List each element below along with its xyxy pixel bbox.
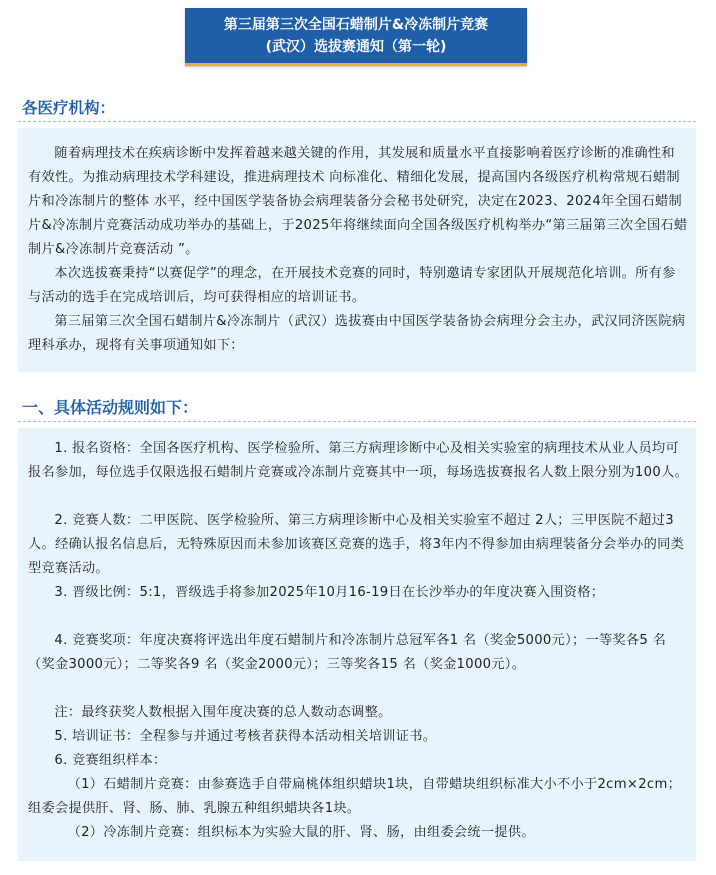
rule-subitem: （2）冷冻制片竞赛：组织标本为实验大鼠的肝、肾、肠，由组委会统一提供。 [67,825,535,840]
intro-paragraph-1: 随着病理技术在疾病诊断中发挥着越来越关键的作用，其发展和质量水平直接影响着医疗诊断的准确性和有效性。为推动病理技术学科建设，推进病理技术 向标准化、精细化发展，提高国内各级医疗机构常规石蜡制片和冷冻制片的整体 水平，经中国医学装备协会病理装备分会秘书处研究，决定在2023、2024年全国石蜡制片&冷冻制片竞赛活动成功举办的基础上，于2025年将继续面向全国各级医疗机构举办“第三届第三次全国石蜡制片&冷冻制片竞赛活动 ”。 [28,146,688,257]
rule-item: 2. 竞赛人数：二甲医院、医学检验所、第三方病理诊断中心及相关实验室不超过 2人；三甲医院不超过3人。经确认报名信息后，无特殊原因而未参加该赛区竞赛的选手，将3年内不得参加由病理装备分会举办的同类型竞赛活动。 [28,513,685,576]
intro-paragraph-3: 第三届第三次全国石蜡制片&冷冻制片（武汉）选拔赛由中国医学装备协会病理分会主办，武汉同济医院病理科承办，现将有关事项通知如下： [28,314,686,353]
rule-item: 6. 竞赛组织样本： [54,753,167,768]
greeting-heading: 各医疗机构： [22,99,116,117]
rule-note: 注：最终获奖人数根据入围年度决赛的总人数动态调整。 [54,705,392,720]
rule-item: 1. 报名资格：全国各医疗机构、医学检验所、第三方病理诊断中心及相关实验室的病理技术从业人员均可报名参加，每位选手仅限选报石蜡制片竞赛或冷冻制片竞赛其中一项，每场选拔赛报名人数上限分别为100人。 [28,441,688,480]
divider [18,121,696,122]
rule-item: 5. 培训证书：全程参与并通过考核者获得本活动相关培训证书。 [54,729,437,744]
title-line-1: 第三届第三次全国石蜡制片&冷冻制片竞赛 [223,17,489,33]
intro-paragraph-2: 本次选拔赛秉持“以赛促学”的理念，在开展技术竞赛的同时，特别邀请专家团队开展规范化培训。所有参与活动的选手在完成培训后，均可获得相应的培训证书。 [28,266,676,305]
title-line-2: (武汉）选拔赛通知（第一轮) [265,39,447,55]
divider [18,421,696,422]
rule-item: 4. 竞赛奖项：年度决赛将评选出年度石蜡制片和冷冻制片总冠军各1 名（奖金5000元）；一等奖各5 名（奖金3000元）；二等奖各9 名（奖金2000元）；三等奖各15 名（奖金1000元）。 [28,633,667,672]
rules-heading: 一、具体活动规则如下： [22,398,199,417]
rule-subitem: （1）石蜡制片竞赛：由参赛选手自带扁桃体组织蜡块1块，自带蜡块组织标准大小不小于2cm×2cm；组委会提供肝、肾、肠、肺、乳腺五种组织蜡块各1块。 [28,777,682,816]
rule-item: 3. 晋级比例：5:1，晋级选手将参加2025年10月16-19日在长沙举办的年度决赛入围资格； [54,585,605,600]
title-banner [185,8,527,66]
